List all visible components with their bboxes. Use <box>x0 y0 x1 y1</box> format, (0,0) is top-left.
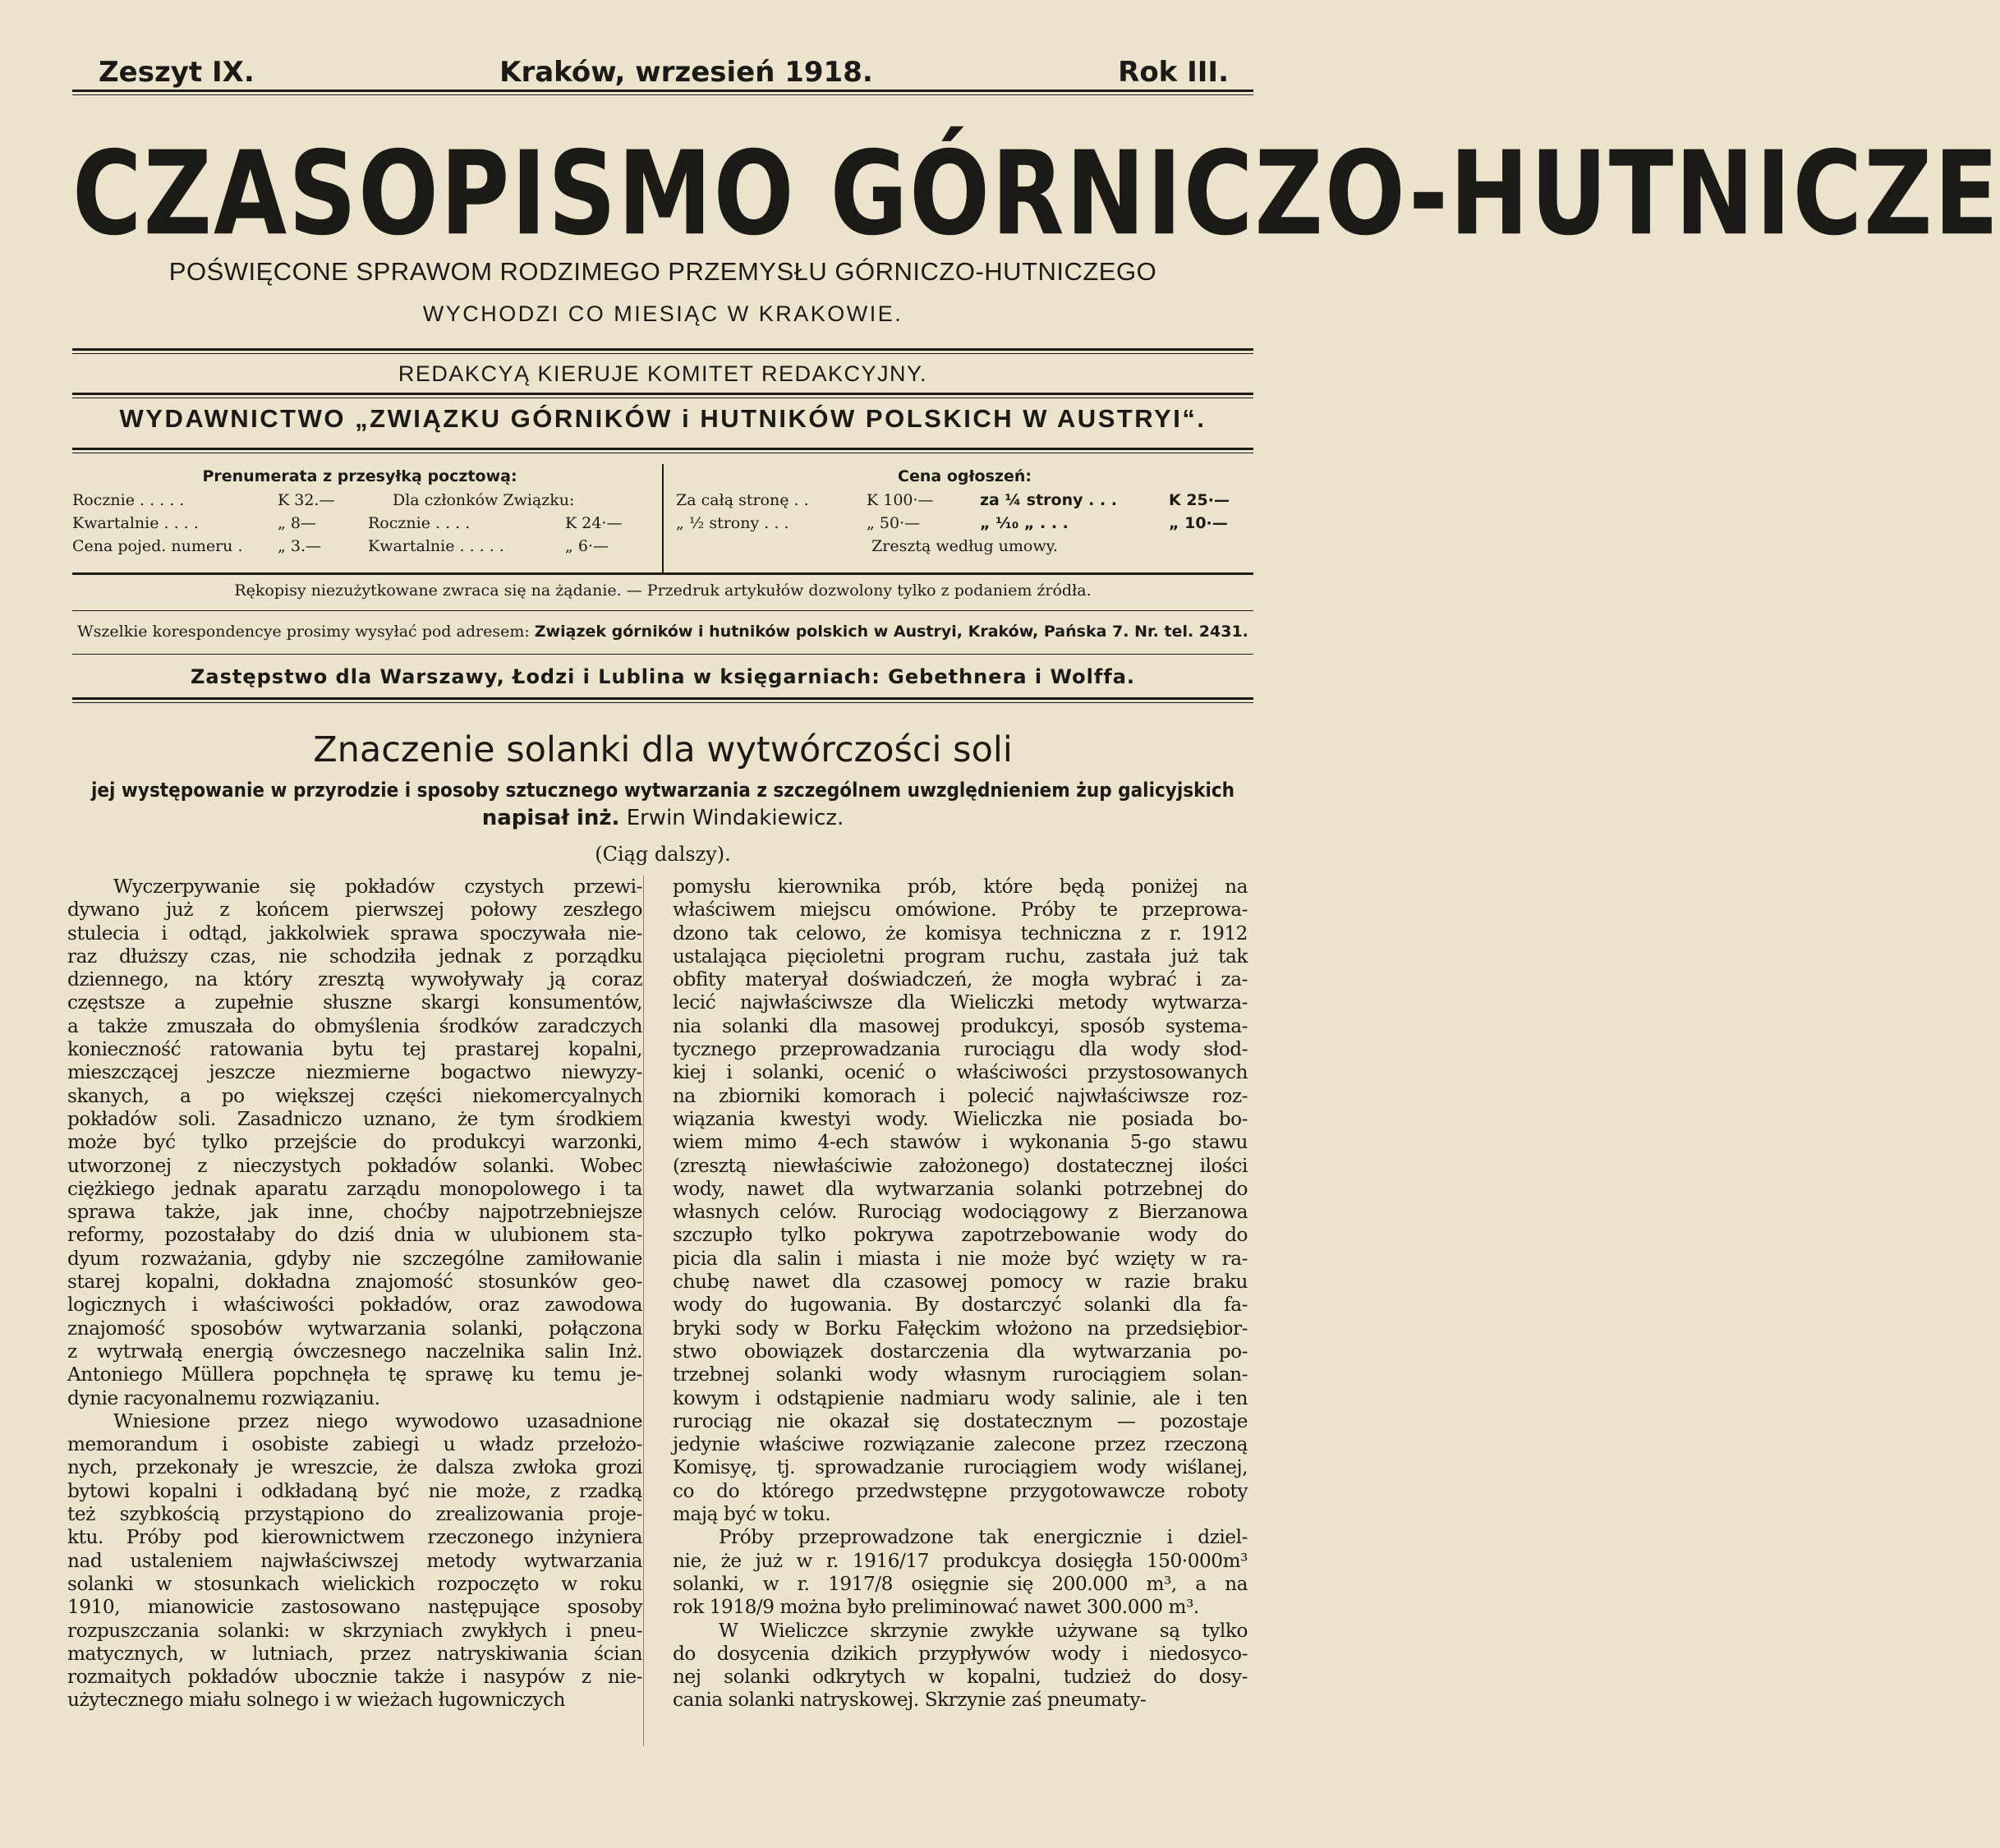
text-line: dyum rozważania, gdyby nie szczególne zamiłowanie <box>67 1247 642 1270</box>
text-line: pomysłu kierownika prób, które będą poniżej na <box>673 876 1248 898</box>
text-line: użytecznego miału solnego i w wieżach ługowniczych <box>67 1689 565 1712</box>
text-line: dynie racyonalnemu rozwiązaniu. <box>67 1386 380 1409</box>
text-line: (zresztą niewłaściwie założonego) dostatecznej ilości <box>673 1154 1248 1177</box>
members-price: K 24·— <box>565 514 623 532</box>
correspondence-address: Związek górników i hutników polskich w Austryi, Kraków, Pańska 7. Nr. tel. 2431. <box>534 623 1248 641</box>
subscription-row <box>72 489 647 512</box>
text-line: właściwem miejscu omówione. Próby te przeprowa- <box>673 899 1248 922</box>
text-line: z wytrwałą energią ówczesnego naczelnika salin Inż. <box>67 1340 642 1363</box>
text-line: kowym i odstąpienie nadmiaru wody salinie, ale i ten <box>673 1386 1248 1409</box>
price-block <box>72 464 1253 572</box>
members-heading: Dla członków Związku: <box>393 491 575 509</box>
masthead-title: CZASOPISMO GÓRNICZO-HUTNICZE <box>72 126 2000 262</box>
text-line: ustalająca pięcioletni program ruchu, zastała już tak <box>673 945 1248 968</box>
rule-1b <box>72 353 1253 354</box>
text-line: stwo obowiązek dostarczenia dla wytwarzania po- <box>673 1340 1248 1363</box>
text-line: kiej i solanki, ocenić o właściwości przystosowanych <box>673 1061 1248 1084</box>
text-line: skanych, a po większej części niekomercyalnych <box>67 1084 642 1107</box>
text-line: 1910, mianowicie zastosowano następujące sposoby <box>67 1596 642 1619</box>
text-line: nia solanki dla masowej produkcyi, sposób systema- <box>673 1014 1248 1037</box>
correspondence-prefix: Wszelkie korespondencye prosimy wysyłać pod adresem: <box>77 623 530 641</box>
text-line: Komisyę, tj. sprowadzanie rurociągiem wody wiślanej, <box>673 1456 1248 1479</box>
text-line: Wniesione przez niego wywodowo uzasadnione <box>113 1409 642 1432</box>
editorial-board: REDAKCYĄ KIERUJE KOMITET REDAKCYJNY. <box>398 361 928 386</box>
text-line: ciężkiego jednak aparatu zarządu monopolowego i ta <box>67 1177 642 1200</box>
text-line: co do którego przedwstępne przygotowawcze roboty <box>673 1479 1248 1502</box>
text-line: Wyczerpywanie się pokładów czystych przewi- <box>113 876 642 898</box>
publisher: WYDAWNICTWO „ZWIĄZKU GÓRNIKÓW i HUTNIKÓW POLSKICH W AUSTRYI“. <box>119 404 1207 433</box>
column-divider <box>643 876 644 1746</box>
subscription-column <box>72 464 647 558</box>
text-line: cania solanki natryskowej. Skrzynie zaś pneumaty- <box>673 1689 1147 1712</box>
ads-heading: Cena ogłoszeń: <box>898 467 1032 485</box>
rule-2 <box>72 393 1253 395</box>
text-line: rozmaitych pokładów ubocznie także i nasypów z nie- <box>67 1666 642 1689</box>
text-line: nych, przekonały je wreszcie, że dalsza zwłoka grozi <box>67 1456 642 1479</box>
ads-label: za ¼ strony . . . <box>980 491 1118 509</box>
text-line: mają być w toku. <box>673 1503 831 1526</box>
ads-row <box>676 489 1253 512</box>
text-line: W Wieliczce skrzynie zwykłe używane są tylko <box>719 1619 1248 1642</box>
text-line: na zbiorniki komorach i polecić najwłaściwsze roz- <box>673 1084 1248 1107</box>
rule-top-thin <box>72 94 1253 95</box>
ads-column <box>676 464 1253 558</box>
text-line: wiązania kwestyi wody. Wieliczka nie posiada bo- <box>673 1107 1248 1130</box>
manuscripts-note: Rękopisy niezużytkowane zwraca się na żądanie. — Przedruk artykułów dozwolony tylko z podaniem źródła. <box>234 582 1092 600</box>
text-line: bytowi kopalni i odkładaną być nie może, z rzadką <box>67 1479 642 1502</box>
ads-row <box>676 512 1253 535</box>
text-line: picia dla salin i miasta i nie może być wzięty w ra- <box>673 1247 1248 1270</box>
text-line: ktu. Próby pod kierownictwem rzeczonego inżyniera <box>67 1526 642 1549</box>
text-line: matycznych, w lutniach, przez natryskiwania ścian <box>67 1642 642 1665</box>
subscription-price: „ 3.— <box>278 537 322 555</box>
text-line: a także zmuszała do obmyślenia środków zaradczych <box>67 1014 642 1037</box>
text-line: reformy, pozostałaby do dziś dnia w ulubionem sta- <box>67 1224 642 1247</box>
article-column-left <box>67 876 642 1712</box>
text-line: utworzonej z nieczystych pokładów solanki. Wobec <box>67 1154 642 1177</box>
text-line: logicznych i właściwości pokładów, oraz zawodowa <box>67 1294 642 1317</box>
agency-note: Zastępstwo dla Warszawy, Łodzi i Lublina w księgarniach: Gebethnera i Wolffa. <box>190 665 1136 688</box>
text-line: mieszczącej jeszcze niezmierne bogactwo niewyzy- <box>67 1061 642 1084</box>
text-line: nej solanki odkrytych w kopalni, tudzież do dosy- <box>673 1666 1248 1689</box>
text-line: starej kopalni, dokładna znajomość stosunków geo- <box>67 1271 642 1294</box>
ads-label: Za całą stronę . . <box>676 491 809 509</box>
subscription-price: „ 8— <box>278 514 316 532</box>
text-line: solanki w stosunkach wielickich rozpoczęto w roku <box>67 1572 642 1595</box>
masthead-subtitle: POŚWIĘCONE SPRAWOM RODZIMEGO PRZEMYSŁU GÓRNICZO-HUTNICZEGO <box>168 257 1157 286</box>
article-title: Znaczenie solanki dla wytwórczości soli <box>313 729 1013 770</box>
text-line: sprawa także, jak inne, choćby najpotrzebniejsze <box>67 1201 642 1224</box>
rule-1 <box>72 348 1253 351</box>
members-label: Rocznie . . . . <box>368 514 471 532</box>
text-line: solanki, w r. 1917/8 osięgnie się 200.000 m³, a na <box>673 1572 1248 1595</box>
text-line: trzebnej solanki wody własnym rurociągiem solan- <box>673 1363 1248 1386</box>
text-line: raz dłuższy czas, nie schodziła jednak z porządku <box>67 945 642 968</box>
text-line: nie, że już w r. 1916/17 produkcya dosięgła 150·000m³ <box>673 1549 1248 1572</box>
ads-note-row <box>676 535 1253 558</box>
text-line: rok 1918/9 można było preliminować nawet 300.000 m³. <box>673 1596 1199 1619</box>
text-line: bryki sody w Borku Fałęckim włożono na przedsiębior- <box>673 1317 1248 1340</box>
text-line: wiem mimo 4-ech stawów i wykonania 5-go stawu <box>673 1131 1248 1154</box>
text-line: stulecia i odtąd, jakkolwiek sprawa spoczywała nie- <box>67 922 642 945</box>
text-line: rozpuszczania solanki: w skrzyniach zwykłych i pneu- <box>67 1619 642 1642</box>
ads-price: „ 50·— <box>867 514 921 532</box>
text-line: może być tylko przejście do produkcyi warzonki, <box>67 1131 642 1154</box>
subscription-row <box>72 512 647 535</box>
text-line: konieczność ratowania bytu tej prastarej kopalni, <box>67 1038 642 1061</box>
rule-5 <box>72 610 1253 611</box>
text-line: jedynie właściwe rozwiązanie zalecone przez rzeczoną <box>673 1433 1248 1456</box>
subscription-row <box>72 535 647 558</box>
subscription-heading: Prenumerata z przesyłką pocztową: <box>202 467 517 485</box>
subscription-label: Kwartalnie . . . . <box>72 514 199 532</box>
ads-note: Zresztą według umowy. <box>871 537 1058 555</box>
text-line: szczupło tylko pokrywa zapotrzebowanie wody do <box>673 1224 1248 1247</box>
ads-price: „ 10·— <box>1169 514 1228 532</box>
members-price: „ 6·— <box>565 537 609 555</box>
article-column-right <box>673 876 1248 1712</box>
ads-price: K 25·— <box>1169 491 1230 509</box>
text-line: Próby przeprowadzone tak energicznie i dziel- <box>719 1526 1248 1549</box>
subscription-label: Cena pojed. numeru . <box>72 537 243 555</box>
text-line: dywano już z końcem pierwszej połowy zeszłego <box>67 899 642 922</box>
members-label: Kwartalnie . . . . . <box>368 537 504 555</box>
rule-7 <box>72 697 1253 700</box>
rule-6 <box>72 654 1253 655</box>
text-line: nad ustaleniem najwłaściwszej metody wytwarzania <box>67 1549 642 1572</box>
text-line: wody do ługowania. By dostarczyć solanki dla fa- <box>673 1294 1248 1317</box>
ads-label: „ ½ strony . . . <box>676 514 789 532</box>
price-divider <box>662 464 664 572</box>
text-line: dziennego, na który zresztą wywoływały ją coraz <box>67 968 642 991</box>
text-line: chubę nawet dla czasowej pomocy w razie braku <box>673 1271 1248 1294</box>
subscription-price: K 32.— <box>278 491 335 509</box>
issue-line <box>72 51 1253 89</box>
continued-note: (Ciąg dalszy). <box>595 843 731 866</box>
rule-4 <box>72 572 1253 575</box>
text-line: do dosycenia dzikich przypływów wody i niedosyco- <box>673 1642 1248 1665</box>
author-name: Erwin Windakiewicz. <box>626 806 844 830</box>
text-line: obfity materyał doświadczeń, że mogła wybrać i za- <box>673 968 1248 991</box>
ads-label: „ ⅒ „ . . . <box>980 514 1069 532</box>
text-line: znajomość sposobów wytwarzania solanki, połączona <box>67 1317 642 1340</box>
article-author <box>72 804 1253 832</box>
issue-number: Zeszyt IX. <box>99 56 255 89</box>
text-line: memorandum i osobiste zabiegi u władz przełożo- <box>67 1433 642 1456</box>
text-line: też szybkością przystąpiono do zrealizowania proje- <box>67 1503 642 1526</box>
text-line: pokładów soli. Zasadniczo uznano, że tym środkiem <box>67 1107 642 1130</box>
place-date: Kraków, wrzesień 1918. <box>499 56 873 89</box>
article-subtitle: jej występowanie w przyrodzie i sposoby sztucznego wytwarzania z szczególnem uwzględnieniem żup galicyjskich <box>90 779 1235 802</box>
correspondence-note <box>72 623 1253 641</box>
subscription-label: Rocznie . . . . . <box>72 491 185 509</box>
ads-price: K 100·— <box>867 491 934 509</box>
text-line: wody, nawet dla wytwarzania solanki potrzebnej do <box>673 1177 1248 1200</box>
rule-7b <box>72 702 1253 703</box>
text-line: lecić najwłaściwsze dla Wieliczki metody wytwarza- <box>673 991 1248 1014</box>
author-prefix: napisał inż. <box>481 806 620 830</box>
rule-3 <box>72 448 1253 450</box>
text-line: Antoniego Müllera popchnęła tę sprawę ku temu je- <box>67 1363 642 1386</box>
text-line: częstsze a zupełnie słuszne skargi konsumentów, <box>67 991 642 1014</box>
publication-frequency: WYCHODZI CO MIESIĄC W KRAKOWIE. <box>422 301 903 326</box>
text-line: dzono tak celowo, że komisya techniczna z r. 1912 <box>673 922 1248 945</box>
rule-top-thick <box>72 90 1253 92</box>
text-line: własnych celów. Rurociąg wodociągowy z Bierzanowa <box>673 1201 1248 1224</box>
text-line: tycznego przeprowadzania rurociągu dla wody słod- <box>673 1038 1248 1061</box>
text-line: rurociąg nie okazał się dostatecznym — pozostaje <box>673 1409 1248 1432</box>
volume-year: Rok III. <box>1118 56 1229 89</box>
